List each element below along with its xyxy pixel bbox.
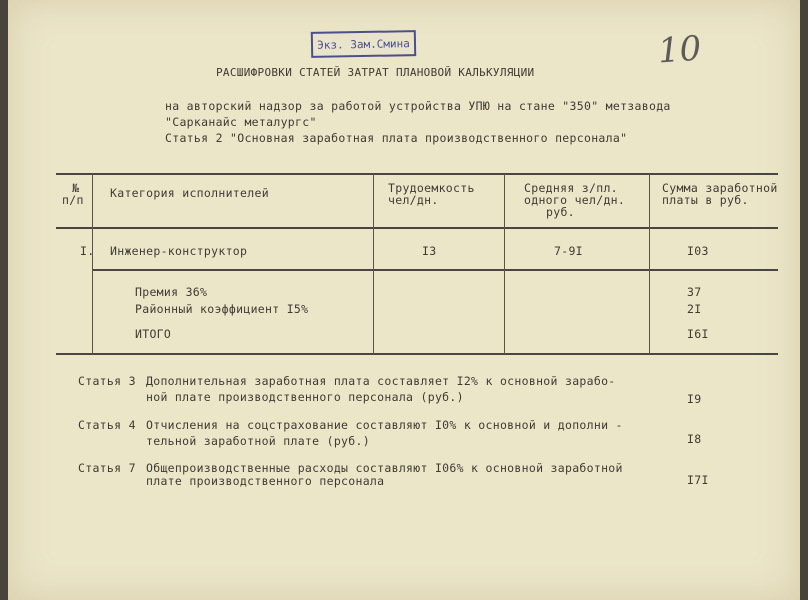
subtitle-line-1: на авторский надзор за работой устройства УПЮ на стане "350" метзавода [165, 99, 671, 113]
header-labor-unit: чел/дн. [388, 193, 439, 207]
article-7-text: Общепроизводственные расходы составляют I06% к основной заработной [146, 461, 623, 475]
header-category: Категория исполнителей [110, 186, 269, 200]
row-sum: I03 [687, 244, 709, 258]
header-sum-unit: платы в руб. [662, 193, 749, 207]
header-sum: Сумма заработной [662, 181, 778, 195]
table-bottom-border [56, 353, 778, 355]
table-col-divider [649, 174, 650, 354]
article-7-label: Статья 7 [78, 461, 136, 475]
header-avg-wage: Средняя з/пл. [524, 181, 618, 195]
table-top-border [56, 173, 778, 175]
subtitle-line-3: Статья 2 "Основная заработная плата производственного персонала" [165, 131, 628, 145]
regional-coef-label: Районный коэффициент I5% [135, 302, 309, 316]
article-4-value: I8 [687, 432, 702, 446]
scan-edge-left [0, 0, 8, 600]
bonus-label: Премия 36% [135, 285, 208, 299]
row-labor: I3 [422, 244, 437, 258]
row-number: I. [80, 244, 95, 258]
article-4-text-2: тельной заработной плате (руб.) [146, 434, 370, 448]
table-header-border [56, 227, 778, 229]
total-label: ИТОГО [135, 327, 172, 341]
article-3-value: I9 [687, 392, 702, 406]
bonus-value: 37 [687, 285, 702, 299]
header-num-symbol: № [72, 181, 80, 195]
document-heading: РАСШИФРОВКИ СТАТЕЙ ЗАТРАТ ПЛАНОВОЙ КАЛЬКУЛЯЦИИ [216, 66, 535, 79]
copy-stamp: Экз. Зам.Смина [311, 30, 416, 58]
header-labor: Трудоемкость [388, 181, 475, 195]
page-number: 10 [656, 28, 703, 72]
scan-edge-right [800, 0, 808, 600]
article-7-value: I7I [687, 473, 709, 487]
table-col-divider [373, 174, 374, 354]
article-3-text-2: ной плате производственного персонала (руб.) [146, 390, 464, 404]
total-value: I6I [687, 327, 709, 341]
row-category: Инженер-конструктор [110, 244, 248, 258]
table-row-border [92, 269, 778, 271]
article-4-text: Отчисления на соцстрахование составляют I0% к основной и дополни - [146, 418, 623, 432]
regional-coef-value: 2I [687, 302, 702, 316]
header-avg-wage-unit: руб. [546, 205, 575, 219]
article-7-text-2: плате производственного персонала [146, 474, 385, 488]
row-avg-wage: 7-9I [554, 244, 583, 258]
table-col-divider [92, 174, 93, 354]
subtitle-line-2: "Сарканайс металургс" [165, 115, 317, 129]
header-avg-wage-2: одного чел/дн. [524, 193, 626, 207]
article-4-label: Статья 4 [78, 418, 136, 432]
article-3-text: Дополнительная заработная плата составляет I2% к основной зарабо- [146, 374, 616, 388]
header-num: п/п [62, 193, 84, 207]
document-page [8, 0, 800, 600]
table-col-divider [504, 174, 505, 354]
article-3-label: Статья 3 [78, 374, 136, 388]
